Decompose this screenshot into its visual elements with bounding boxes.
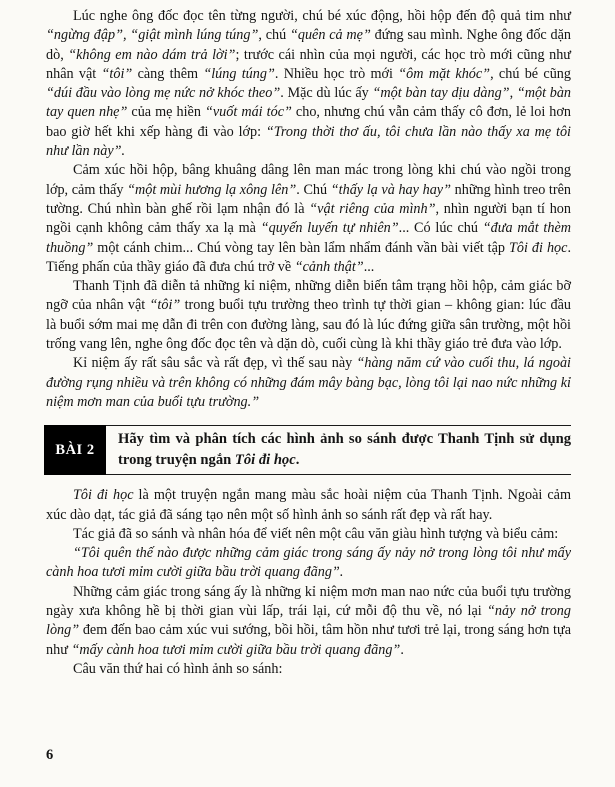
- text-run: Tôi đi học: [509, 239, 568, 256]
- text-run: “tôi”: [101, 65, 133, 82]
- text-run: “hàng năm cứ vào cuối thu, lá ngoài đường rụng nhiều và trên không có những đám mây bàng bạc, lòng tôi lại nao nức những kỉ niệm mơn man của buổi tựu trường.”: [46, 355, 571, 410]
- essay-section-analysis: [46, 7, 571, 412]
- text-run: Tôi đi học: [234, 452, 296, 469]
- paragraph: [46, 161, 571, 277]
- text-run: “thấy lạ và hay hay”: [330, 181, 451, 198]
- text-run: . Chú: [296, 181, 331, 198]
- text-run: , chú: [258, 27, 290, 44]
- text-run: một cánh chim... Chú vòng tay lên bàn lẩm nhẩm đánh vần bài viết tập: [93, 239, 510, 256]
- text-run: .: [295, 452, 300, 469]
- text-run: ; trước cái nhìn của mọi người, các học trò mới cũng như nhân vật: [46, 46, 571, 82]
- text-run: “Trong thời thơ ấu, tôi chưa lần nào thấy xa mẹ tôi như lần này”.: [46, 123, 571, 160]
- text-run: đem đến bao cảm xúc vui sướng, bồi hồi, tâm hồn như tươi trẻ lại, trong sáng hơn tựa như: [46, 622, 571, 658]
- text-run: “quyến luyến tự nhiên”: [260, 220, 399, 237]
- paragraph: [46, 354, 571, 412]
- paragraph: [46, 525, 571, 544]
- text-run: “cảnh thật”: [294, 258, 364, 275]
- text-run: ...: [363, 258, 375, 275]
- text-run: đứng sau mình. Nghe ông đốc dặn dò,: [46, 27, 571, 63]
- paragraph: [46, 277, 571, 354]
- text-run: “mấy cành hoa tươi mỉm cười giữa bầu trời quang đãng”: [71, 641, 401, 658]
- paragraph: [46, 660, 571, 679]
- text-run: “ngừng đập”, “giật mình lúng túng”: [46, 27, 259, 44]
- text-run: “tôi”: [149, 297, 181, 314]
- text-run: Thanh Tịnh đã diễn tả những kỉ niệm, những diễn biến tâm trạng hồi hộp, cảm giác bỡ ngỡ của nhân vật: [46, 278, 571, 314]
- text-run: “một bàn tay quen nhẹ”: [46, 85, 572, 121]
- text-run: trong buổi tựu trường theo trình tự thời gian – không gian: lúc đầu là buổi sớm mai mẹ dẫn đi trên con đường làng, sau đó là lúc đứng giữa sân trường, một hồi trống vang lên, nghe ông đốc đọc tên và dặn dò, cuối cùng là khi thầy giáo trẻ đưa vào lớp.: [46, 297, 571, 353]
- paragraph: [46, 486, 571, 525]
- text-run: Hãy tìm và phân tích các hình ảnh so sánh được Thanh Tịnh sử dụng trong truyện ngắn: [118, 431, 571, 469]
- text-run: “ôm mặt khóc”: [398, 65, 491, 82]
- text-run: . Mặc dù lúc ấy: [280, 85, 373, 102]
- lesson-heading: [44, 425, 571, 475]
- text-run: “nảy nở trong lòng”: [46, 603, 571, 639]
- page-number: 6: [46, 746, 54, 763]
- text-run: cho, nhưng chú vẫn cảm thấy cô đơn, lẻ loi hơn bao giờ hết khi xếp hàng đi vào lớp:: [46, 104, 571, 140]
- text-run: “quên cả mẹ”: [289, 27, 371, 44]
- text-run: “vật riêng của mình”: [309, 200, 436, 217]
- text-run: Cảm xúc hồi hộp, bâng khuâng dâng lên man mác trong lòng khi chú vào ngồi trong lớp, cảm thấy: [46, 162, 571, 198]
- text-run: , chú bé cũng: [490, 65, 571, 82]
- text-run: . Tiếng phấn của thầy giáo đã đưa chú trở về: [46, 239, 571, 275]
- text-run: Kỉ niệm ấy rất sâu sắc và rất đẹp, vì thế sau này: [73, 355, 357, 372]
- text-run: “một mùi hương lạ xông lên”: [127, 181, 297, 198]
- text-run: Tôi đi học: [73, 487, 134, 504]
- text-run: Câu văn thứ hai có hình ảnh so sánh:: [73, 660, 283, 677]
- paragraph: [46, 583, 571, 660]
- paragraph: [46, 544, 571, 583]
- text-run: Những cảm giác trong sáng ấy là những kỉ niệm mơn man nao nức của buổi tựu trường ngày xưa không hề bị thời gian vùi lấp, trái lại, cứ mỗi độ thu về, nó lại: [46, 583, 571, 620]
- text-run: là một truyện ngắn mang màu sắc hoài niệm của Thanh Tịnh. Ngoài cảm xúc dào dạt, tác giả đã sáng tạo nên một số hình ảnh so sánh rất đẹp và rất hay.: [46, 487, 571, 523]
- text-run: “vuốt mái tóc”: [204, 104, 292, 121]
- lesson-title: [106, 425, 571, 475]
- text-run: , nhìn người bạn tí hon ngồi cạnh không cảm thấy xa lạ mà: [46, 200, 571, 237]
- paragraph: [46, 7, 571, 161]
- essay-section-comparison: [46, 486, 571, 679]
- text-run: . Nhiều học trò mới: [274, 65, 399, 82]
- text-run: những hình treo trên tường. Chú nhìn bàn ghế rồi lạm nhận đó là: [46, 181, 571, 217]
- text-run: “Tôi quên thế nào được những cảm giác trong sáng ấy nảy nở trong lòng tôi như mấy cành hoa tươi mỉm cười giữa bầu trời quang đãng”.: [46, 545, 571, 581]
- text-run: Tác giả đã so sánh và nhân hóa để viết nên một câu văn giàu hình tượng và biểu cảm:: [73, 525, 559, 542]
- text-run: ... Có lúc chú: [398, 220, 483, 237]
- text-run: “không em nào dám trả lời”: [68, 46, 236, 63]
- text-run: “dúi đầu vào lòng mẹ nức nở khóc theo”: [46, 85, 281, 102]
- text-run: Lúc nghe ông đốc đọc tên từng người, chú bé xúc động, hồi hộp đến độ quả tim như: [73, 8, 571, 24]
- text-run: càng thêm: [132, 65, 204, 82]
- text-run: “đưa mắt thèm thuồng”: [46, 220, 571, 256]
- text-run: .: [400, 641, 404, 658]
- text-run: “một bàn tay dịu dàng”: [372, 85, 510, 102]
- text-run: “lúng túng”: [203, 65, 275, 82]
- text-run: ,: [509, 85, 517, 102]
- lesson-number-badge: BÀI 2: [44, 425, 106, 475]
- text-run: của mẹ hiền: [127, 104, 205, 121]
